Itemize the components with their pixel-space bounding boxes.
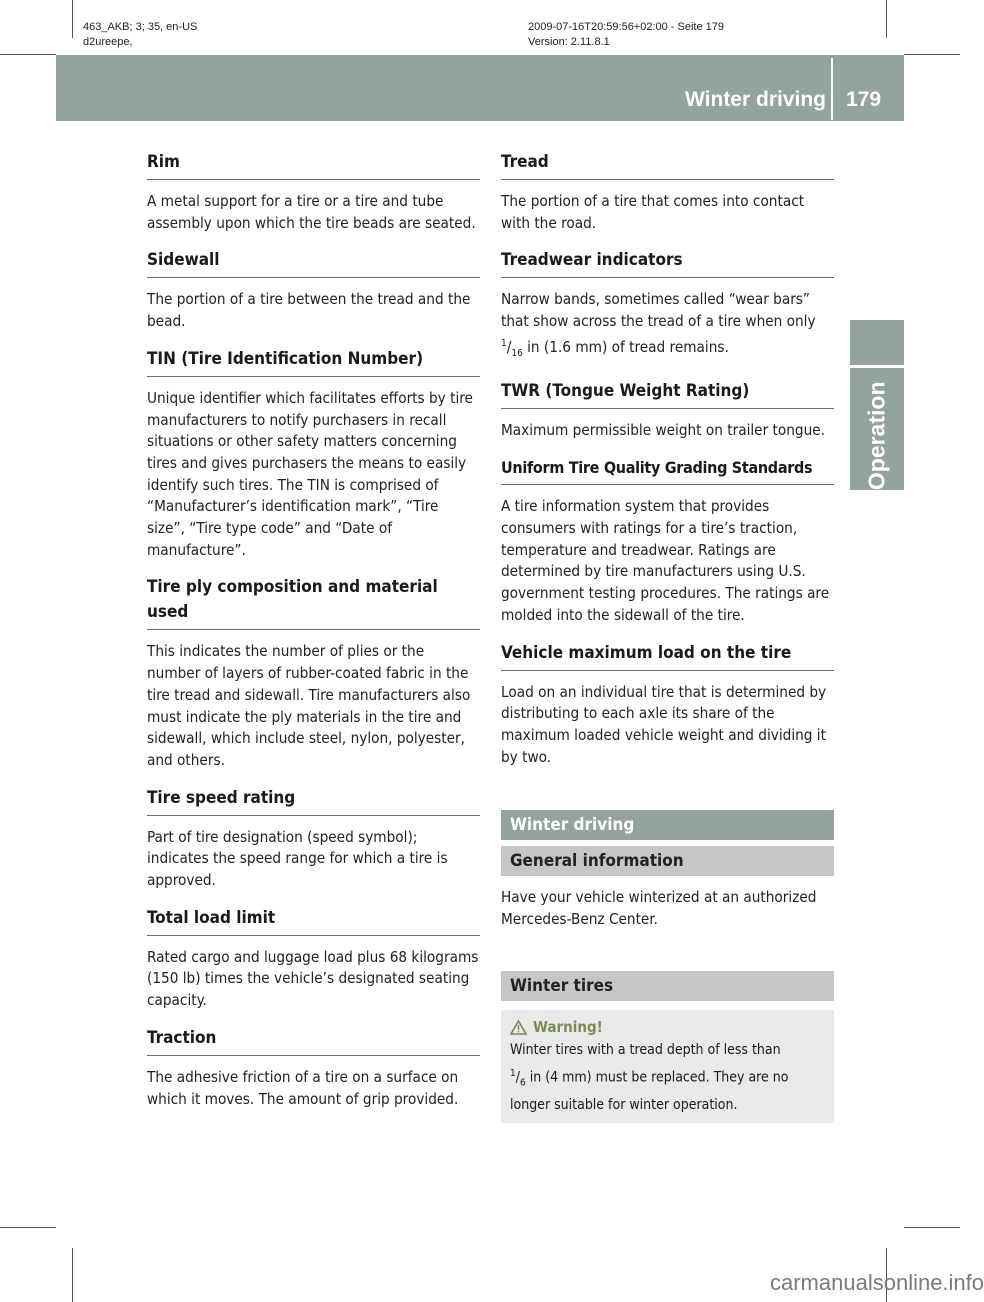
crop-mark xyxy=(904,1227,960,1228)
entry-term: Uniform Tire Quality Grading Standards xyxy=(501,455,834,485)
entry-term: Sidewall xyxy=(147,248,480,278)
entry-term: Tread xyxy=(501,150,834,180)
print-meta-right xyxy=(528,20,724,50)
crop-mark xyxy=(72,1248,73,1302)
entry-definition: Rated cargo and luggage load plus 68 kilograms (150 lb) times the vehicle’s designated seating capacity. xyxy=(147,947,479,1010)
entry-definition: Maximum permissible weight on trailer tongue. xyxy=(501,420,825,439)
fraction-numerator: 1 xyxy=(501,337,507,349)
entry-definition: Part of tire designation (speed symbol); indicates the speed range for which a tire is approved. xyxy=(147,827,448,890)
entry-term: Traction xyxy=(147,1026,480,1056)
glossary-entry xyxy=(147,248,480,332)
entry-term: Tire ply composition and material used xyxy=(147,575,480,630)
entry-definition: Narrow bands, sometimes called “wear bars” that show across the tread of a tire when only $^1/_{16}$ in (1.6 mm) of tread remains. xyxy=(501,290,816,359)
entry-definition: Unique identifier which facilitates efforts by tire manufacturers to notify purchasers in recall situations or other safety matters concerning tires and gives purchasers the means to easily identify such tires. The TIN is comprised of “Manufacturer’s identification mark”, “Tire size”, “Tire type code” and “Date of manufacture”. xyxy=(147,388,473,559)
definition-text: Narrow bands, sometimes called “wear bars” that show across the tread of a tire when only xyxy=(501,290,816,331)
glossary-entry xyxy=(501,455,834,626)
glossary-entry xyxy=(147,347,480,562)
print-meta-left-line1: 463_AKB; 3; 35, en-US xyxy=(83,21,198,33)
general-information-text: Have your vehicle winterized at an authorized Mercedes-Benz Center. xyxy=(501,888,817,929)
warning-label: Warning! xyxy=(533,1017,603,1036)
fraction-denominator: 6 xyxy=(519,1077,526,1089)
warning-text: Winter tires with a tread depth of less than $^1/_6$ in (4 mm) must be replaced. They are no longer suitable for winter operation. xyxy=(510,1041,789,1114)
entry-definition: The adhesive friction of a tire on a surface on which it moves. The amount of grip provided. xyxy=(147,1067,459,1108)
subsection-title-bar: General information xyxy=(501,846,834,876)
entry-definition: The portion of a tire that comes into contact with the road. xyxy=(501,192,805,232)
subsection-title-bar: Winter tires xyxy=(501,971,834,1001)
side-tab-label-text: Operation xyxy=(863,381,890,491)
fraction-numerator: 1 xyxy=(510,1067,516,1079)
warning-header xyxy=(510,1016,825,1039)
crop-mark xyxy=(886,0,887,38)
side-tab-block xyxy=(850,320,904,365)
glossary-entry xyxy=(147,786,480,892)
crop-mark xyxy=(0,54,56,55)
glossary-entry xyxy=(147,150,480,234)
entry-definition: This indicates the number of plies or the number of layers of rubber-coated fabric in the tire tread and sidewall. Tire manufacturers also must indicate the ply materials in the tire and sidewall, which include steel, nylon, polyester, and others. xyxy=(147,642,471,769)
entry-definition: Load on an individual tire that is determined by distributing to each axle its share of the maximum loaded vehicle weight and dividing it by two. xyxy=(501,682,827,766)
entry-term: Vehicle maximum load on the tire xyxy=(501,641,834,671)
page-header-divider xyxy=(831,58,833,120)
warning-box xyxy=(501,1010,834,1123)
crop-mark xyxy=(904,54,960,55)
warning-text-start: Winter tires with a tread depth of less than xyxy=(510,1041,781,1058)
print-meta-left-line2: d2ureepe, xyxy=(83,36,133,48)
entry-definition: A tire information system that provides consumers with ratings for a tire’s traction, temperature and treadwear. Ratings are determined by tire manufacturers using U.S. government testing procedures. The ratings are molded into the sidewall of the tire. xyxy=(501,497,830,624)
glossary-entry xyxy=(147,906,480,1012)
entry-term: Treadwear indicators xyxy=(501,248,834,278)
entry-term: Rim xyxy=(147,150,480,180)
left-column xyxy=(147,150,480,1124)
crop-mark xyxy=(0,1227,56,1228)
glossary-entry xyxy=(501,150,834,234)
fraction-denominator: 16 xyxy=(511,347,523,359)
entry-definition: The portion of a tire between the tread and the bead. xyxy=(147,290,471,331)
entry-term: Total load limit xyxy=(147,906,480,936)
right-column xyxy=(501,150,834,1123)
print-meta-right-line2: Version: 2.11.8.1 xyxy=(528,36,610,48)
warning-triangle-icon xyxy=(510,1020,527,1035)
page-number: 179 xyxy=(846,88,882,111)
glossary-entry xyxy=(501,641,834,769)
glossary-entry xyxy=(147,1026,480,1110)
definition-text-tail: in (1.6 mm) of tread remains. xyxy=(522,337,729,356)
entry-term: TIN (Tire Identification Number) xyxy=(147,347,480,377)
page-header-title: Winter driving xyxy=(685,88,826,111)
glossary-entry xyxy=(147,575,480,771)
entry-definition: A metal support for a tire or a tire and tube assembly upon which the tire beads are seated. xyxy=(147,192,476,232)
section-title-bar: Winter driving xyxy=(501,810,834,840)
footer-watermark: carmanualsonline.info xyxy=(770,1270,984,1295)
entry-term: Tire speed rating xyxy=(147,786,480,816)
crop-mark xyxy=(72,0,73,38)
warning-text-tail: in (4 mm) must be replaced. They are no longer suitable for winter operation. xyxy=(510,1069,789,1114)
print-meta-left xyxy=(83,20,197,50)
glossary-entry xyxy=(501,379,834,442)
print-meta-right-line1: 2009-07-16T20:59:56+02:00 - Seite 179 xyxy=(528,21,725,33)
entry-term: TWR (Tongue Weight Rating) xyxy=(501,379,834,409)
glossary-entry xyxy=(501,248,834,364)
